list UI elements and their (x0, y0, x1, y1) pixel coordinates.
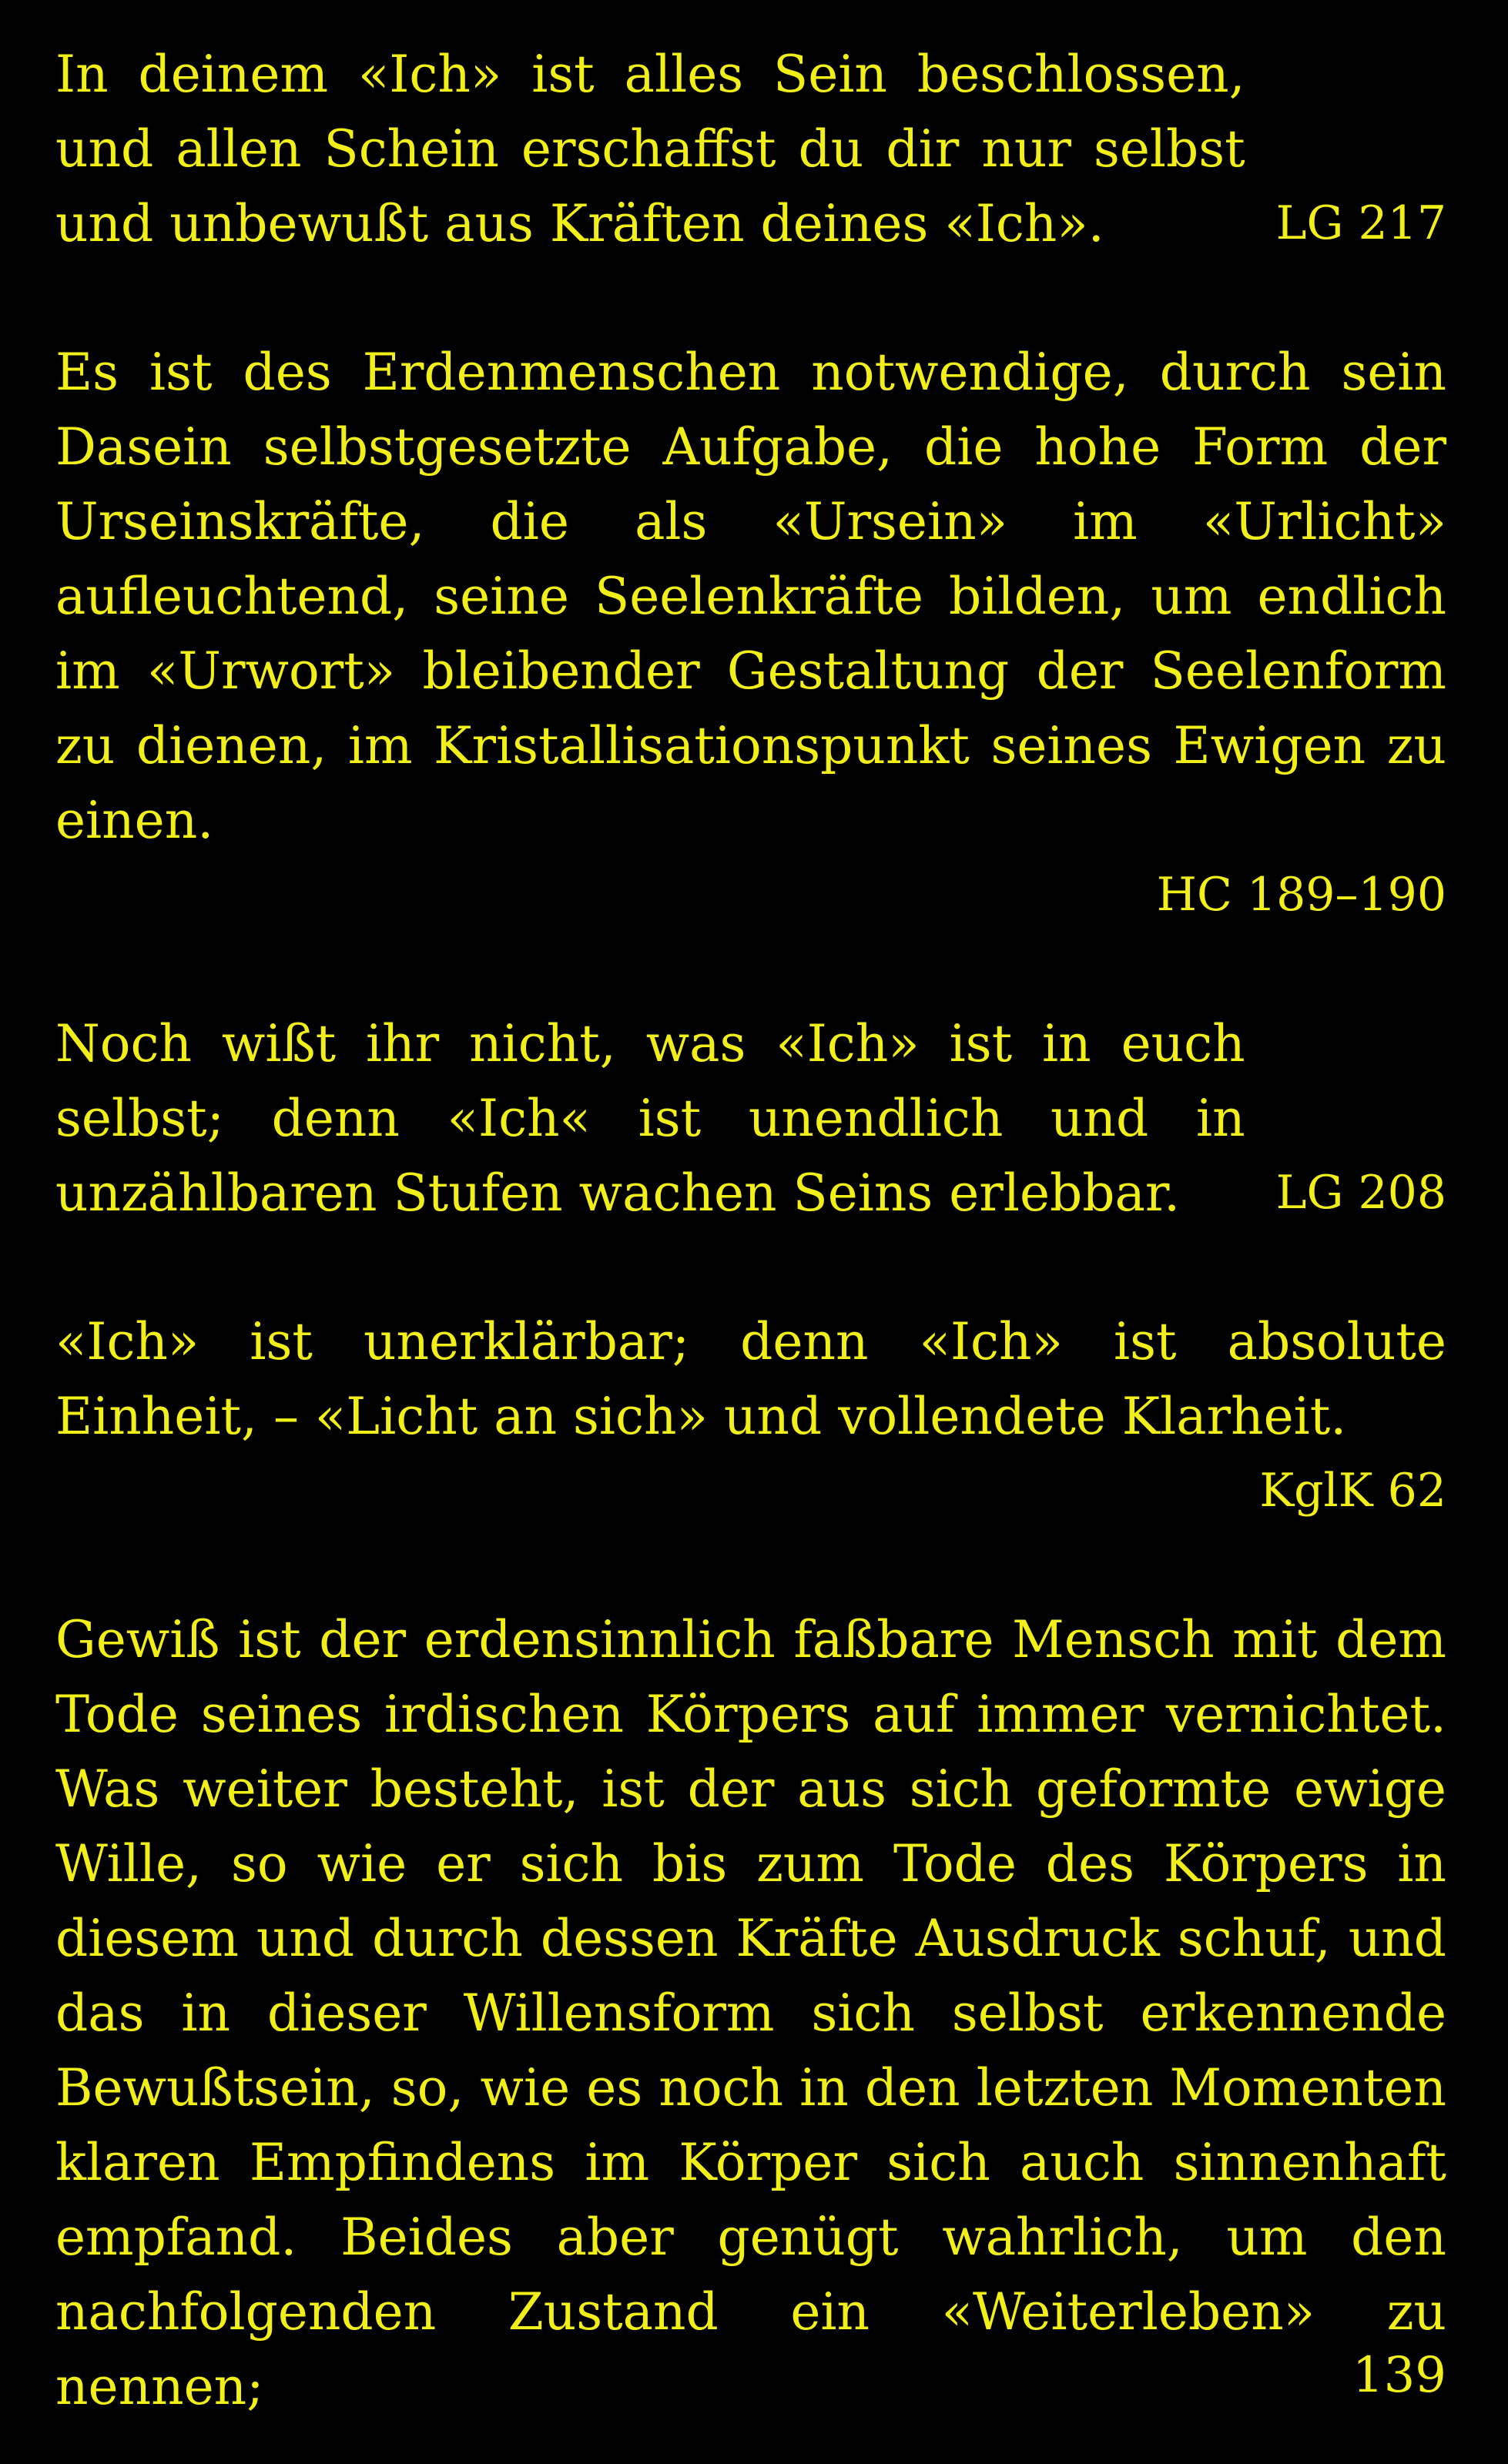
quote-block (55, 1304, 1446, 1528)
quote-block (55, 1602, 1446, 2424)
quote-paragraph (55, 37, 1446, 261)
quote-source: HC 189–190 (1156, 868, 1446, 922)
quote-paragraph (55, 1006, 1446, 1230)
quote-text: Noch wißt ihr nicht, was «Ich» ist in euch selbst; denn «Ich« ist unendlich und in unzählbaren Stufen wachen Seins erlebbar. (55, 1014, 1245, 1223)
quote-source: LG 217 (1275, 196, 1446, 250)
quote-paragraph (55, 1602, 1446, 2424)
text-column (55, 37, 1446, 2424)
quote-text: In deinem «Ich» ist alles Sein beschlossen, und allen Schein erschaffst du dir nur selbst und unbewußt aus Kräften deines «Ich». (55, 45, 1245, 253)
quote-paragraph (55, 335, 1446, 858)
quote-block (55, 335, 1446, 932)
quote-paragraph (55, 1304, 1446, 1454)
quote-text: Gewiß ist der erdensinnlich faßbare Mensch mit dem Tode seines irdischen Körpers auf immer vernichtet. Was weiter besteht, ist der aus sich geformte ewige Wille, so wie er sich bis zum Tode des Körpers in diesem und durch dessen Kräfte Ausdruck schuf, und das in dieser Willensform sich selbst erkennende Bewußtsein, so, wie es noch in den letzten Momenten klaren Empfindens im Körper sich auch sinnenhaft empfand. Beides aber genügt wahrlich, um den nachfolgenden Zustand ein «Weiterleben» zu nennen; (55, 1610, 1446, 2416)
quote-block (55, 1006, 1446, 1230)
quote-text: «Ich» ist unerklärbar; denn «Ich» ist absolute Einheit, – «Licht an sich» und vollendete Klarheit. (55, 1312, 1446, 1446)
quote-text: Es ist des Erdenmenschen notwendige, durch sein Dasein selbstgesetzte Aufgabe, die hohe Form der Urseinskräfte, die als «Ursein» im «Urlicht» aufleuchtend, seine Seelenkräfte bilden, um endlich im «Urwort» bleibender Gestaltung der Seelenform zu dienen, im Kristallisationspunkt seines Ewigen zu einen. (55, 343, 1446, 850)
quote-source: KglK 62 (1259, 1464, 1446, 1518)
page-number: 139 (1352, 2347, 1446, 2404)
quote-source: LG 208 (1275, 1166, 1446, 1220)
quote-block (55, 37, 1446, 261)
